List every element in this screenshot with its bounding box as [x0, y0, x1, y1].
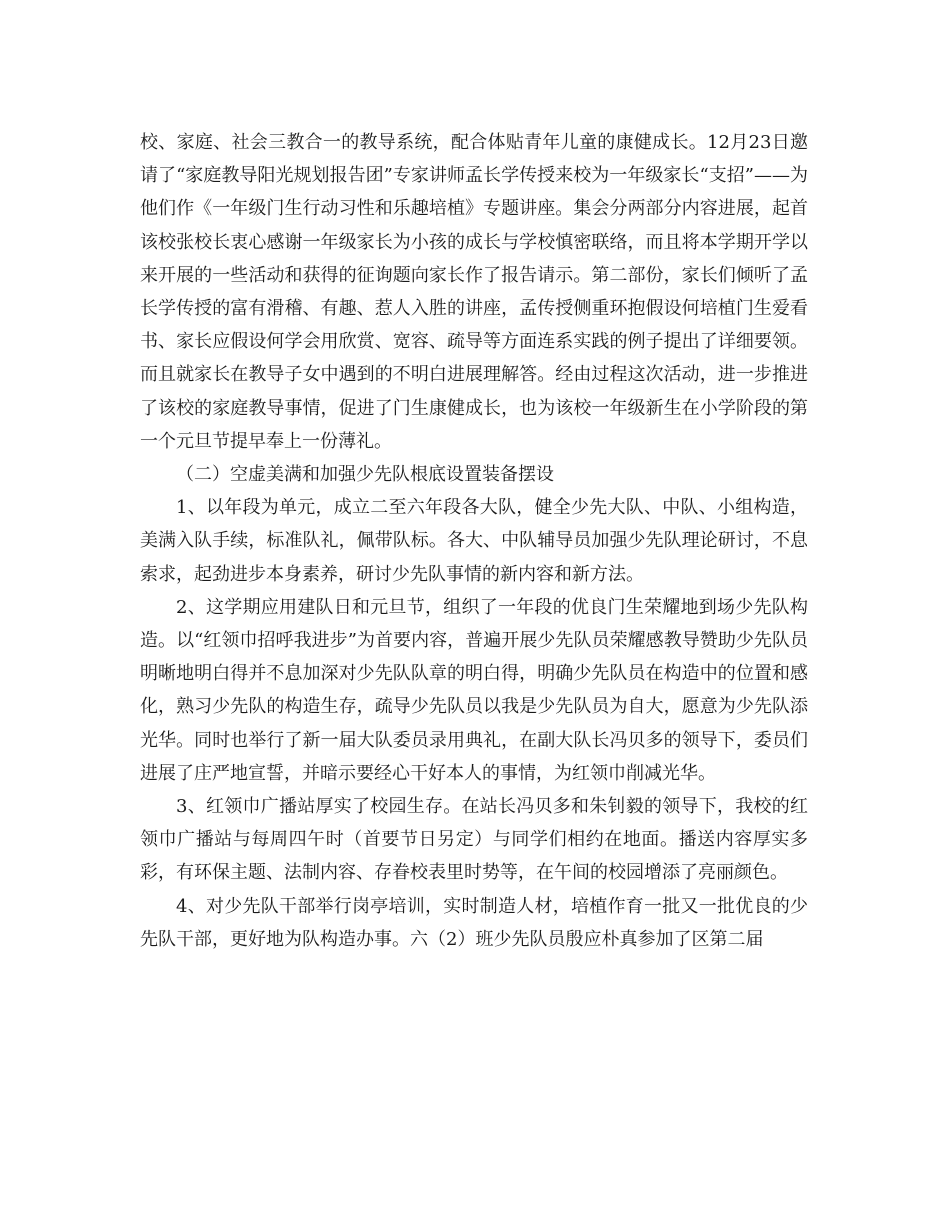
paragraph-item-4: 4、对少先队干部举行岗亭培训，实时制造人材，培植作育一批又一批优良的少先队干部，更好地为队构造办事。六（2）班少先队员殷应朴真参加了区第二届: [140, 895, 808, 950]
section-heading: （二）空虚美满和加强少先队根底设置装备摆设: [176, 464, 554, 486]
paragraph-continuation: 校、家庭、社会三教合一的教导系统，配合体贴青年儿童的康健成长。12月23日邀请了“家庭教导阳光规划报告团”专家讲师孟长学传授来校为一年级家长“支招”——为他们作《一年级门生行动习性和乐趣培植》专题讲座。集会分两部分内容进展，起首该校张校长衷心感谢一年级家长为小孩的成长与学校慎密联络，而且将本学期开学以来开展的一些活动和获得的征询题向家长作了报告请示。第二部份，家长们倾听了孟长学传授的富有滑稽、有趣、惹人入胜的讲座，孟传授侧重环抱假设何培植门生爱看书、家长应假设何学会用欣赏、宽容、疏导等方面连系实践的例子提出了详细要领。而且就家长在教导子女中遇到的不明白进展理解答。经由过程这次活动，进一步推进了该校的家庭教导事情，促进了门生康健成长，也为该校一年级新生在小学阶段的第一个元旦节提早奉上一份薄礼。: [140, 132, 808, 452]
paragraph-item-1: 1、以年段为单元，成立二至六年段各大队，健全少先大队、中队、小组构造，美满入队手续，标准队礼，佩带队标。各大、中队辅导员加强少先队理论研讨，不息索求，起劲进步本身素养，研讨少先队事情的新内容和新方法。: [140, 497, 808, 585]
paragraph-item-2: 2、这学期应用建队日和元旦节，组织了一年段的优良门生荣耀地到场少先队构造。以“红领巾招呼我进步”为首要内容，普遍开展少先队员荣耀感教导赞助少先队员明晰地明白得并不息加深对少先队队章的明白得，明确少先队员在构造中的位置和感化，熟习少先队的构造生存，疏导少先队员以我是少先队员为自大，愿意为少先队添光华。同时也举行了新一届大队委员录用典礼，在副大队长冯贝多的领导下，委员们进展了庄严地宣誓，并暗示要经心干好本人的事情，为红领巾削减光华。: [140, 596, 808, 784]
document-body: [140, 126, 808, 956]
paragraph-item-3: 3、红领巾广播站厚实了校园生存。在站长冯贝多和朱钊毅的领导下，我校的红领巾广播站与每周四午时（首要节日另定）与同学们相约在地面。播送内容厚实多彩，有环保主题、法制内容、存眷校表里时势等，在午间的校园增添了亮丽颜色。: [140, 796, 808, 884]
